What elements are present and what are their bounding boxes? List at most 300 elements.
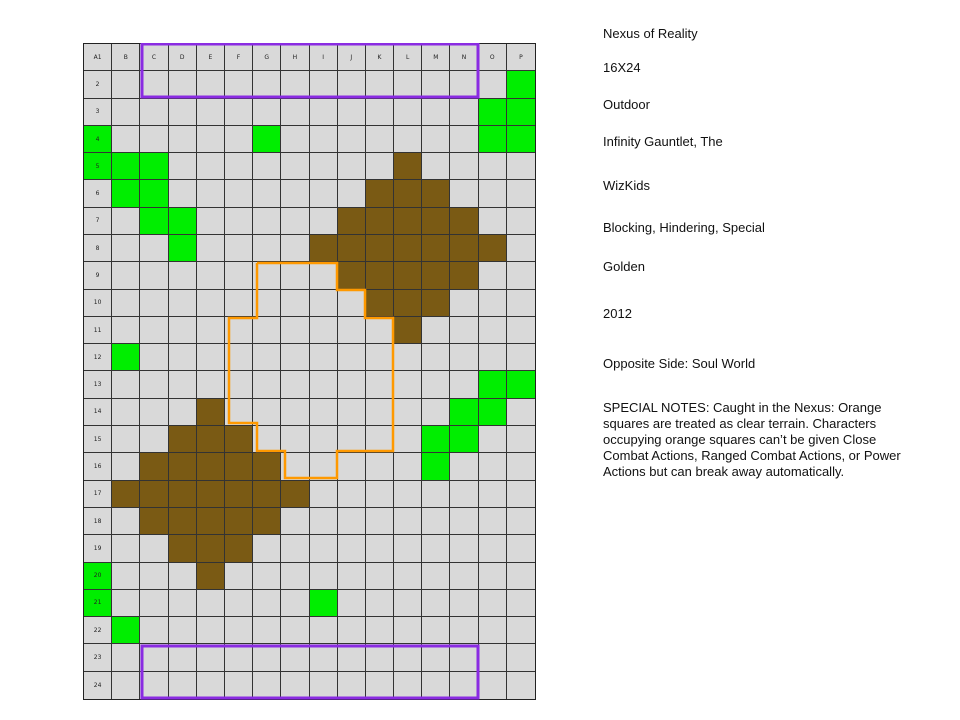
map-square-n5: [450, 153, 478, 180]
map-square-o7: [479, 208, 507, 235]
map-square-d1: D: [169, 44, 197, 71]
map-square-l17: [394, 481, 422, 508]
map-square-l22: [394, 617, 422, 644]
map-square-m1: M: [422, 44, 450, 71]
map-square-p15: [507, 426, 535, 453]
map-square-e5: [197, 153, 225, 180]
map-square-m12: [422, 344, 450, 371]
map-square-f5: [225, 153, 253, 180]
map-square-p18: [507, 508, 535, 535]
map-square-m7: [422, 208, 450, 235]
map-square-k7: [366, 208, 394, 235]
map-square-n20: [450, 563, 478, 590]
map-square-n24: [450, 672, 478, 699]
map-square-n4: [450, 126, 478, 153]
map-square-f3: [225, 99, 253, 126]
map-square-l16: [394, 453, 422, 480]
map-square-i23: [310, 644, 338, 671]
map-square-n11: [450, 317, 478, 344]
map-square-b17: [112, 481, 140, 508]
map-edition: Golden: [603, 259, 645, 274]
map-square-b15: [112, 426, 140, 453]
map-square-p20: [507, 563, 535, 590]
map-square-d11: [169, 317, 197, 344]
map-square-d24: [169, 672, 197, 699]
map-square-p5: [507, 153, 535, 180]
map-square-j9: [338, 262, 366, 289]
map-square-k21: [366, 590, 394, 617]
map-square-d4: [169, 126, 197, 153]
map-square-p16: [507, 453, 535, 480]
map-square-p19: [507, 535, 535, 562]
map-square-k16: [366, 453, 394, 480]
map-square-n7: [450, 208, 478, 235]
map-square-b4: [112, 126, 140, 153]
map-square-e23: [197, 644, 225, 671]
map-square-m21: [422, 590, 450, 617]
map-square-i1: I: [310, 44, 338, 71]
map-square-j20: [338, 563, 366, 590]
map-square-i7: [310, 208, 338, 235]
map-square-i24: [310, 672, 338, 699]
map-square-f6: [225, 180, 253, 207]
map-square-i19: [310, 535, 338, 562]
map-square-c18: [140, 508, 168, 535]
map-square-f13: [225, 371, 253, 398]
map-square-f20: [225, 563, 253, 590]
map-square-b11: [112, 317, 140, 344]
map-square-h20: [281, 563, 309, 590]
map-square-h15: [281, 426, 309, 453]
map-environment: Outdoor: [603, 97, 650, 112]
map-square-e9: [197, 262, 225, 289]
map-square-f14: [225, 399, 253, 426]
map-square-n6: [450, 180, 478, 207]
map-square-h11: [281, 317, 309, 344]
map-square-j12: [338, 344, 366, 371]
map-square-b12: [112, 344, 140, 371]
map-square-i8: [310, 235, 338, 262]
map-square-p24: [507, 672, 535, 699]
map-square-e19: [197, 535, 225, 562]
map-square-m11: [422, 317, 450, 344]
map-square-j15: [338, 426, 366, 453]
map-square-j22: [338, 617, 366, 644]
map-square-b13: [112, 371, 140, 398]
map-square-h22: [281, 617, 309, 644]
map-square-h8: [281, 235, 309, 262]
map-square-k8: [366, 235, 394, 262]
map-square-l15: [394, 426, 422, 453]
map-square-i18: [310, 508, 338, 535]
map-square-a8: 8: [84, 235, 112, 262]
map-square-k22: [366, 617, 394, 644]
map-square-d17: [169, 481, 197, 508]
map-square-n21: [450, 590, 478, 617]
map-square-k5: [366, 153, 394, 180]
map-square-g22: [253, 617, 281, 644]
map-square-o20: [479, 563, 507, 590]
map-square-e4: [197, 126, 225, 153]
map-square-f18: [225, 508, 253, 535]
map-square-h16: [281, 453, 309, 480]
map-square-b2: [112, 71, 140, 98]
map-square-a5: 5: [84, 153, 112, 180]
map-square-k11: [366, 317, 394, 344]
map-square-j21: [338, 590, 366, 617]
map-square-o22: [479, 617, 507, 644]
map-square-p22: [507, 617, 535, 644]
map-square-a10: 10: [84, 290, 112, 317]
map-square-b5: [112, 153, 140, 180]
map-square-j10: [338, 290, 366, 317]
map-square-k24: [366, 672, 394, 699]
map-square-a12: 12: [84, 344, 112, 371]
map-square-n22: [450, 617, 478, 644]
map-square-k14: [366, 399, 394, 426]
map-square-c12: [140, 344, 168, 371]
map-title: Nexus of Reality: [603, 26, 698, 41]
map-square-n12: [450, 344, 478, 371]
map-square-o12: [479, 344, 507, 371]
map-square-c23: [140, 644, 168, 671]
map-square-b14: [112, 399, 140, 426]
map-square-i4: [310, 126, 338, 153]
map-square-a23: 23: [84, 644, 112, 671]
map-square-i13: [310, 371, 338, 398]
map-square-l4: [394, 126, 422, 153]
map-square-d6: [169, 180, 197, 207]
map-square-c14: [140, 399, 168, 426]
map-square-l23: [394, 644, 422, 671]
map-square-n9: [450, 262, 478, 289]
map-square-m13: [422, 371, 450, 398]
map-square-c1: C: [140, 44, 168, 71]
map-square-j18: [338, 508, 366, 535]
map-publisher: WizKids: [603, 178, 650, 193]
map-square-j3: [338, 99, 366, 126]
map-square-c24: [140, 672, 168, 699]
map-size: 16X24: [603, 60, 641, 75]
map-square-k17: [366, 481, 394, 508]
map-square-l20: [394, 563, 422, 590]
map-square-g18: [253, 508, 281, 535]
map-square-g17: [253, 481, 281, 508]
map-square-g9: [253, 262, 281, 289]
map-square-b1: B: [112, 44, 140, 71]
map-square-e3: [197, 99, 225, 126]
map-square-m10: [422, 290, 450, 317]
map-square-g4: [253, 126, 281, 153]
map-square-g12: [253, 344, 281, 371]
map-square-b3: [112, 99, 140, 126]
map-square-j1: J: [338, 44, 366, 71]
map-square-l18: [394, 508, 422, 535]
map-square-i16: [310, 453, 338, 480]
map-square-e8: [197, 235, 225, 262]
map-square-g16: [253, 453, 281, 480]
map-square-a9: 9: [84, 262, 112, 289]
map-square-i11: [310, 317, 338, 344]
map-square-n17: [450, 481, 478, 508]
map-square-k3: [366, 99, 394, 126]
map-square-o3: [479, 99, 507, 126]
map-square-c4: [140, 126, 168, 153]
map-square-o17: [479, 481, 507, 508]
map-square-l2: [394, 71, 422, 98]
map-square-o21: [479, 590, 507, 617]
map-square-e2: [197, 71, 225, 98]
map-square-m20: [422, 563, 450, 590]
map-square-b19: [112, 535, 140, 562]
map-square-f19: [225, 535, 253, 562]
map-square-k10: [366, 290, 394, 317]
map-square-h23: [281, 644, 309, 671]
map-square-c20: [140, 563, 168, 590]
map-square-c5: [140, 153, 168, 180]
map-square-k6: [366, 180, 394, 207]
map-square-h13: [281, 371, 309, 398]
map-square-f1: F: [225, 44, 253, 71]
map-square-c17: [140, 481, 168, 508]
map-square-o8: [479, 235, 507, 262]
map-square-n1: N: [450, 44, 478, 71]
map-square-h1: H: [281, 44, 309, 71]
map-square-b6: [112, 180, 140, 207]
map-square-p21: [507, 590, 535, 617]
map-square-g7: [253, 208, 281, 235]
map-square-m19: [422, 535, 450, 562]
map-square-o1: O: [479, 44, 507, 71]
map-square-j6: [338, 180, 366, 207]
map-square-a18: 18: [84, 508, 112, 535]
map-square-d5: [169, 153, 197, 180]
map-square-l7: [394, 208, 422, 235]
map-square-k1: K: [366, 44, 394, 71]
map-square-e17: [197, 481, 225, 508]
map-square-o14: [479, 399, 507, 426]
map-square-m3: [422, 99, 450, 126]
map-square-a6: 6: [84, 180, 112, 207]
map-square-k20: [366, 563, 394, 590]
map-square-o13: [479, 371, 507, 398]
map-square-g2: [253, 71, 281, 98]
map-square-o6: [479, 180, 507, 207]
map-square-p7: [507, 208, 535, 235]
map-square-l1: L: [394, 44, 422, 71]
map-square-j24: [338, 672, 366, 699]
map-square-h18: [281, 508, 309, 535]
map-square-j11: [338, 317, 366, 344]
map-square-a7: 7: [84, 208, 112, 235]
map-square-f10: [225, 290, 253, 317]
map-square-h12: [281, 344, 309, 371]
map-square-c21: [140, 590, 168, 617]
map-square-m24: [422, 672, 450, 699]
map-square-k23: [366, 644, 394, 671]
map-square-i6: [310, 180, 338, 207]
map-square-g19: [253, 535, 281, 562]
map-square-p13: [507, 371, 535, 398]
map-square-o9: [479, 262, 507, 289]
map-square-j13: [338, 371, 366, 398]
map-square-d12: [169, 344, 197, 371]
map-square-f15: [225, 426, 253, 453]
map-square-a22: 22: [84, 617, 112, 644]
map-square-i14: [310, 399, 338, 426]
map-square-e7: [197, 208, 225, 235]
map-square-n19: [450, 535, 478, 562]
map-opposite-side: Opposite Side: Soul World: [603, 356, 756, 371]
map-square-g24: [253, 672, 281, 699]
map-square-g21: [253, 590, 281, 617]
map-square-l21: [394, 590, 422, 617]
map-square-g15: [253, 426, 281, 453]
map-square-l12: [394, 344, 422, 371]
map-square-e6: [197, 180, 225, 207]
map-square-o5: [479, 153, 507, 180]
map-square-n16: [450, 453, 478, 480]
map-square-c22: [140, 617, 168, 644]
map-square-p23: [507, 644, 535, 671]
map-square-o18: [479, 508, 507, 535]
map-square-e22: [197, 617, 225, 644]
map-square-h10: [281, 290, 309, 317]
map-square-k13: [366, 371, 394, 398]
map-square-a15: 15: [84, 426, 112, 453]
map-grid: [83, 43, 536, 700]
map-square-o10: [479, 290, 507, 317]
map-square-i17: [310, 481, 338, 508]
map-square-a19: 19: [84, 535, 112, 562]
map-square-g14: [253, 399, 281, 426]
map-square-e20: [197, 563, 225, 590]
map-square-k15: [366, 426, 394, 453]
map-square-c7: [140, 208, 168, 235]
map-square-i12: [310, 344, 338, 371]
map-square-j4: [338, 126, 366, 153]
map-square-h4: [281, 126, 309, 153]
map-square-d20: [169, 563, 197, 590]
map-square-d9: [169, 262, 197, 289]
map-square-a3: 3: [84, 99, 112, 126]
map-square-h7: [281, 208, 309, 235]
map-square-a17: 17: [84, 481, 112, 508]
map-square-l10: [394, 290, 422, 317]
map-square-n3: [450, 99, 478, 126]
map-square-p3: [507, 99, 535, 126]
map-square-a4: 4: [84, 126, 112, 153]
map-square-n10: [450, 290, 478, 317]
map-square-m9: [422, 262, 450, 289]
map-square-b21: [112, 590, 140, 617]
map-square-m15: [422, 426, 450, 453]
map-square-k18: [366, 508, 394, 535]
map-square-a20: 20: [84, 563, 112, 590]
map-square-o2: [479, 71, 507, 98]
map-square-l3: [394, 99, 422, 126]
map-square-i2: [310, 71, 338, 98]
map-square-a16: 16: [84, 453, 112, 480]
map-square-p11: [507, 317, 535, 344]
map-square-o19: [479, 535, 507, 562]
map-square-i10: [310, 290, 338, 317]
map-square-b8: [112, 235, 140, 262]
map-square-j14: [338, 399, 366, 426]
map-square-p8: [507, 235, 535, 262]
map-square-p17: [507, 481, 535, 508]
map-square-a21: 21: [84, 590, 112, 617]
map-square-n13: [450, 371, 478, 398]
map-square-n8: [450, 235, 478, 262]
map-square-i22: [310, 617, 338, 644]
map-square-c9: [140, 262, 168, 289]
map-square-m22: [422, 617, 450, 644]
map-square-j19: [338, 535, 366, 562]
map-square-f4: [225, 126, 253, 153]
map-square-n23: [450, 644, 478, 671]
map-square-m2: [422, 71, 450, 98]
map-square-p4: [507, 126, 535, 153]
map-square-a2: 2: [84, 71, 112, 98]
map-square-h6: [281, 180, 309, 207]
map-square-m23: [422, 644, 450, 671]
map-square-f12: [225, 344, 253, 371]
map-square-g23: [253, 644, 281, 671]
map-square-i21: [310, 590, 338, 617]
map-square-p9: [507, 262, 535, 289]
map-square-j5: [338, 153, 366, 180]
map-square-h24: [281, 672, 309, 699]
map-square-o24: [479, 672, 507, 699]
map-square-j17: [338, 481, 366, 508]
map-square-h17: [281, 481, 309, 508]
map-square-o23: [479, 644, 507, 671]
map-square-f8: [225, 235, 253, 262]
map-square-o4: [479, 126, 507, 153]
map-square-k9: [366, 262, 394, 289]
map-square-d14: [169, 399, 197, 426]
map-square-h21: [281, 590, 309, 617]
map-square-o15: [479, 426, 507, 453]
map-square-c10: [140, 290, 168, 317]
map-square-d10: [169, 290, 197, 317]
map-square-l24: [394, 672, 422, 699]
map-square-p1: P: [507, 44, 535, 71]
map-square-e14: [197, 399, 225, 426]
map-square-c16: [140, 453, 168, 480]
map-square-g6: [253, 180, 281, 207]
map-square-b9: [112, 262, 140, 289]
map-square-g10: [253, 290, 281, 317]
map-square-d3: [169, 99, 197, 126]
map-square-o16: [479, 453, 507, 480]
map-square-h14: [281, 399, 309, 426]
map-square-e21: [197, 590, 225, 617]
map-square-f16: [225, 453, 253, 480]
map-square-a13: 13: [84, 371, 112, 398]
map-square-e11: [197, 317, 225, 344]
map-square-g5: [253, 153, 281, 180]
map-square-c13: [140, 371, 168, 398]
map-square-a11: 11: [84, 317, 112, 344]
map-square-h19: [281, 535, 309, 562]
map-square-p6: [507, 180, 535, 207]
map-square-h2: [281, 71, 309, 98]
map-square-g13: [253, 371, 281, 398]
map-square-d22: [169, 617, 197, 644]
map-square-b16: [112, 453, 140, 480]
